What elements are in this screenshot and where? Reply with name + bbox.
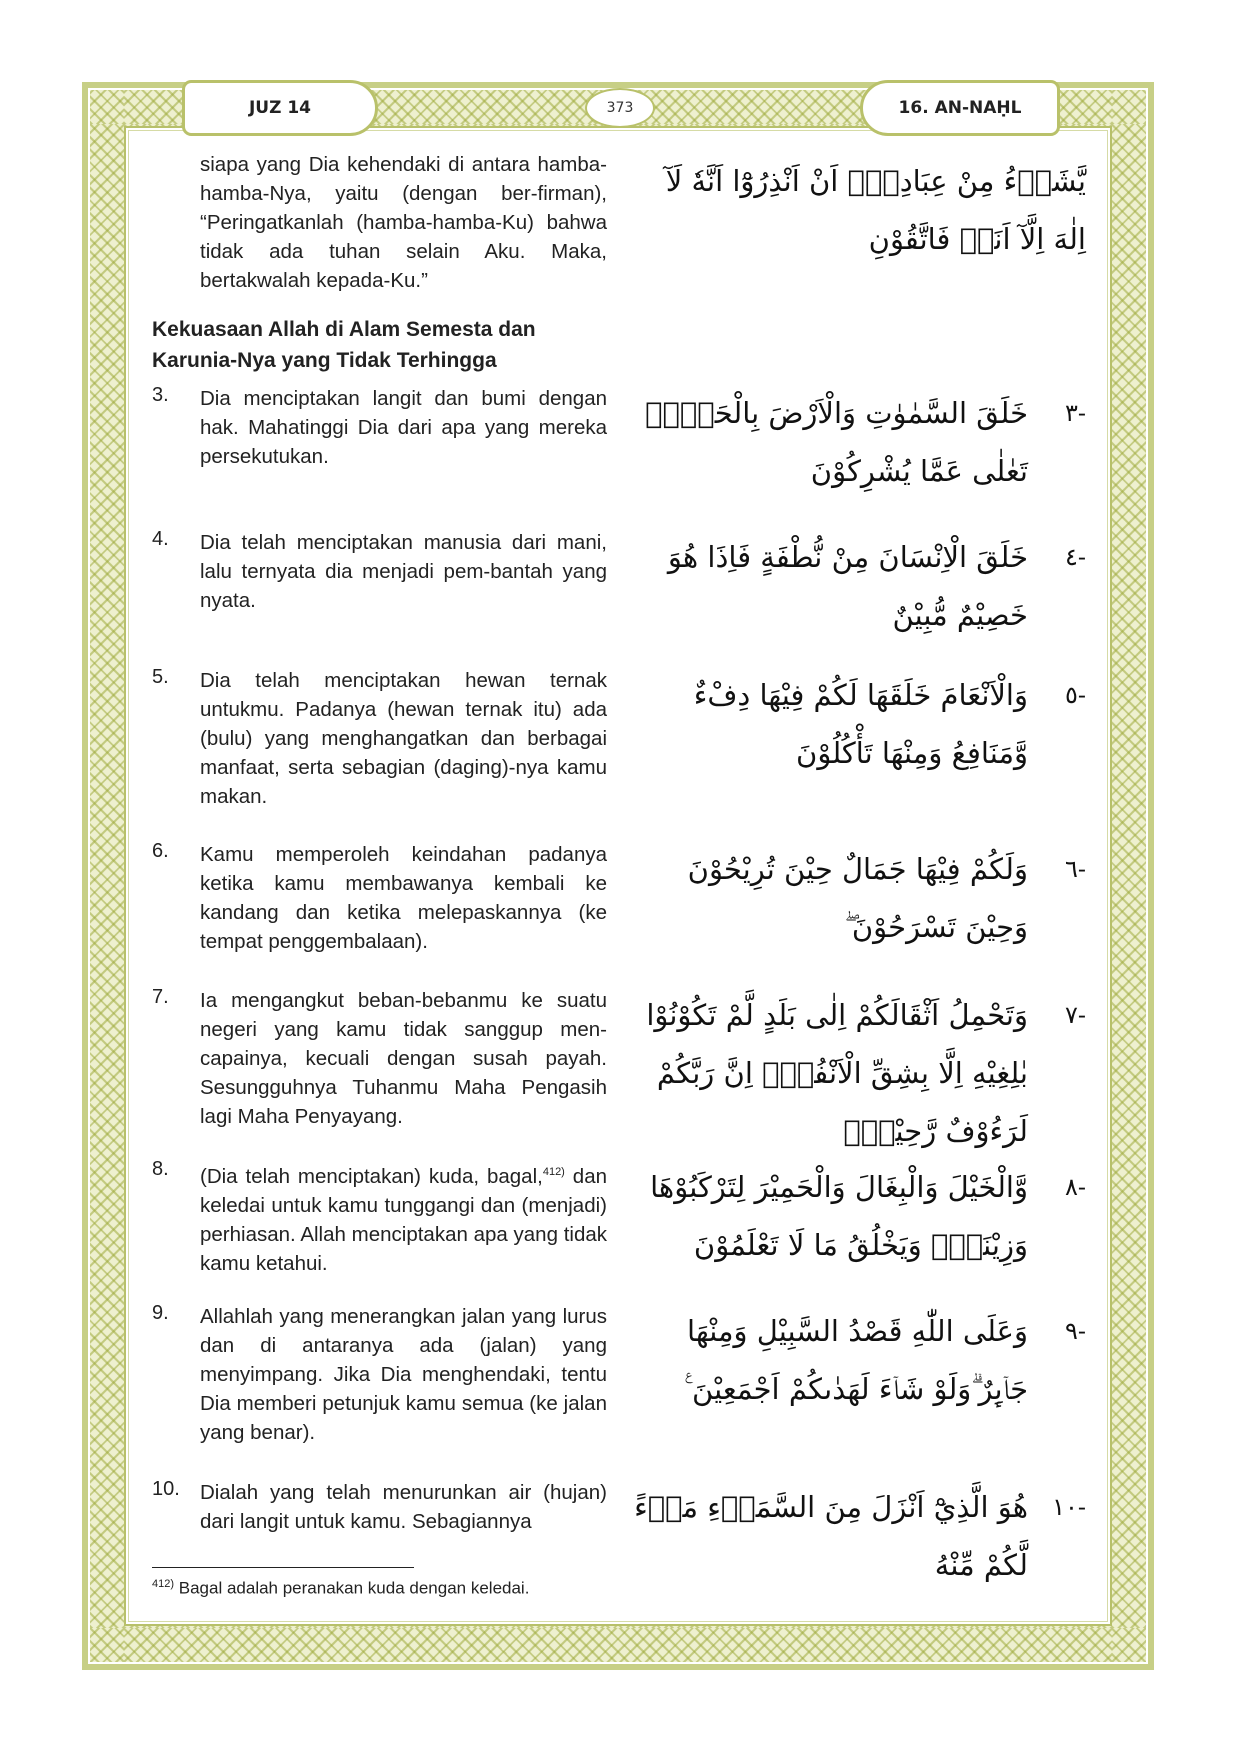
verse-translation: Kamu memperoleh keindahan padanya ketika kamu membawanya kembali ke kandang dan ketika melepaskannya (ke tempat penggembalaan).	[200, 843, 607, 953]
verse-number: 3.	[152, 384, 169, 406]
arabic-text: خَلَقَ الْاِنْسَانَ مِنْ نُّطْفَةٍ فَاِذَا هُوَ خَصِيْمٌ مُّبِيْنٌ	[667, 540, 1028, 632]
section-heading: Kekuasaan Allah di Alam Semesta dan Karunia-Nya yang Tidak Terhingga	[152, 318, 536, 372]
verse-translation: Dia menciptakan langit dan bumi dengan hak. Mahatinggi Dia dari apa yang mereka persekutukan.	[200, 387, 607, 468]
translation-part: (Dia telah menciptakan) kuda, bagal,	[200, 1164, 543, 1188]
verse-translation: Ia mengangkut beban-bebanmu ke suatu negeri yang kamu tidak sanggup men-capainya, kecuali dengan susah payah. Sesungguhnya Tuhanmu Maha Pengasih lagi Maha Penyayang.	[200, 989, 607, 1128]
arabic-verse-number: -٨	[1065, 1173, 1086, 1201]
verse-10	[152, 1478, 1086, 1582]
verse-translation	[200, 1158, 607, 1278]
verse-number: 4.	[152, 528, 169, 550]
arabic-text: وَلَكُمْ فِيْهَا جَمَالٌ حِيْنَ تُرِيْحُوْنَ وَحِيْنَ تَسْرَحُوْنَ ۖ	[687, 852, 1028, 944]
verse-number: 9.	[152, 1302, 169, 1324]
translation-part: dan keledai untuk kamu tunggangi dan (menjadi) perhiasan. Allah menciptakan apa yang tidak kamu ketahui.	[200, 1164, 607, 1275]
verse-arabic: يَّشَاۤءُ مِنْ عِبَادِهٖٓ اَنْ اَنْذِرُوْٓا اَنَّهٗ لَآ اِلٰهَ اِلَّآ اَنَا۠ فَاتَّقُوْنِ	[665, 164, 1086, 256]
verse-2-continuation	[152, 150, 1086, 300]
verse-4	[152, 528, 1086, 666]
verse-8	[152, 1158, 1086, 1302]
verse-translation: siapa yang Dia kehendaki di antara hamba-hamba-Nya, yaitu (dengan ber-firman), “Peringatkanlah (hamba-hamba-Ku) bahwa tidak ada tuhan selain Aku. Maka, bertakwalah kepada-Ku.”	[200, 153, 607, 292]
verse-5	[152, 666, 1086, 840]
footnote-text: Bagal adalah peranakan kuda dengan keledai.	[174, 1578, 530, 1598]
verse-arabic	[630, 1478, 1086, 1594]
footnote-ref[interactable]: 412)	[542, 1166, 565, 1178]
footnote-divider	[152, 1567, 414, 1568]
verse-number: 5.	[152, 666, 169, 688]
footnote	[152, 1578, 529, 1599]
verse-number: 10.	[152, 1478, 180, 1500]
verse-arabic	[630, 1158, 1086, 1274]
verse-number: 6.	[152, 840, 169, 862]
verse-arabic	[630, 384, 1086, 500]
arabic-text: وَالْاَنْعَامَ خَلَقَهَا لَكُمْ فِيْهَا دِفْءٌ وَّمَنَافِعُ وَمِنْهَا تَأْكُلُوْنَ	[693, 678, 1028, 770]
arabic-text: وَتَحْمِلُ اَثْقَالَكُمْ اِلٰى بَلَدٍ لَّمْ تَكُوْنُوْا بٰلِغِيْهِ اِلَّا بِشِقِّ الْاَنْفُسِۗ اِنَّ رَبَّكُمْ لَرَءُوْفٌ رَّحِيْمٌۙ	[646, 998, 1028, 1148]
verse-arabic	[630, 666, 1086, 782]
arabic-verse-number: -٣	[1065, 399, 1086, 427]
verse-arabic	[630, 1302, 1086, 1418]
verse-arabic	[630, 986, 1086, 1160]
arabic-verse-number: -٧	[1065, 1001, 1086, 1029]
verse-7	[152, 986, 1086, 1158]
verse-arabic	[630, 840, 1086, 956]
arabic-text: وَّالْخَيْلَ وَالْبِغَالَ وَالْحَمِيْرَ لِتَرْكَبُوْهَا وَزِيْنَةًۗ وَيَخْلُقُ مَا لَا تَعْلَمُوْنَ	[650, 1170, 1028, 1262]
verse-number: 7.	[152, 986, 169, 1008]
arabic-verse-number: -٦	[1065, 855, 1086, 883]
arabic-text: خَلَقَ السَّمٰوٰتِ وَالْاَرْضَ بِالْحَقِّۗ تَعٰلٰى عَمَّا يُشْرِكُوْنَ	[645, 396, 1028, 488]
verse-translation: Dia telah menciptakan manusia dari mani, lalu ternyata dia menjadi pem-bantah yang nyata.	[200, 531, 607, 612]
verse-arabic	[630, 528, 1086, 644]
arabic-verse-number: -٩	[1065, 1317, 1086, 1345]
surah-label: 16. AN-NAḤL	[860, 80, 1060, 136]
verse-6	[152, 840, 1086, 986]
verse-translation: Dialah yang telah menurunkan air (hujan) dari langit untuk kamu. Sebagiannya	[200, 1481, 607, 1533]
page-number: 373	[585, 88, 655, 128]
arabic-verse-number: -٥	[1065, 681, 1086, 709]
verse-translation: Allahlah yang menerangkan jalan yang lurus dan di antaranya ada (jalan) yang menyimpang. Jika Dia menghendaki, tentu Dia memberi petunjuk kamu semua (ke jalan yang benar).	[200, 1305, 607, 1444]
footnote-mark: 412)	[152, 1578, 175, 1590]
arabic-text: هُوَ الَّذِيْٓ اَنْزَلَ مِنَ السَّمَاۤءِ مَاۤءً لَّكُمْ مِّنْهُ	[634, 1490, 1028, 1582]
verse-translation: Dia telah menciptakan hewan ternak untukmu. Padanya (hewan ternak itu) ada (bulu) yang menghangatkan dan berbagai manfaat, serta sebagian (daging)-nya kamu makan.	[200, 669, 607, 808]
juz-label: JUZ 14	[182, 80, 378, 136]
arabic-verse-number: -١٠	[1052, 1493, 1086, 1521]
main-content	[152, 150, 1086, 1582]
verse-number: 8.	[152, 1158, 169, 1180]
arabic-verse-number: -٤	[1065, 543, 1086, 571]
arabic-text: وَعَلَى اللّٰهِ قَصْدُ السَّبِيْلِ وَمِنْهَا جَاۤىِٕرٌ ۗوَلَوْ شَاۤءَ لَهَدٰىكُمْ اَجْمَعِيْنَ ࣖ	[684, 1314, 1028, 1406]
verse-3	[152, 384, 1086, 528]
verse-9	[152, 1302, 1086, 1478]
